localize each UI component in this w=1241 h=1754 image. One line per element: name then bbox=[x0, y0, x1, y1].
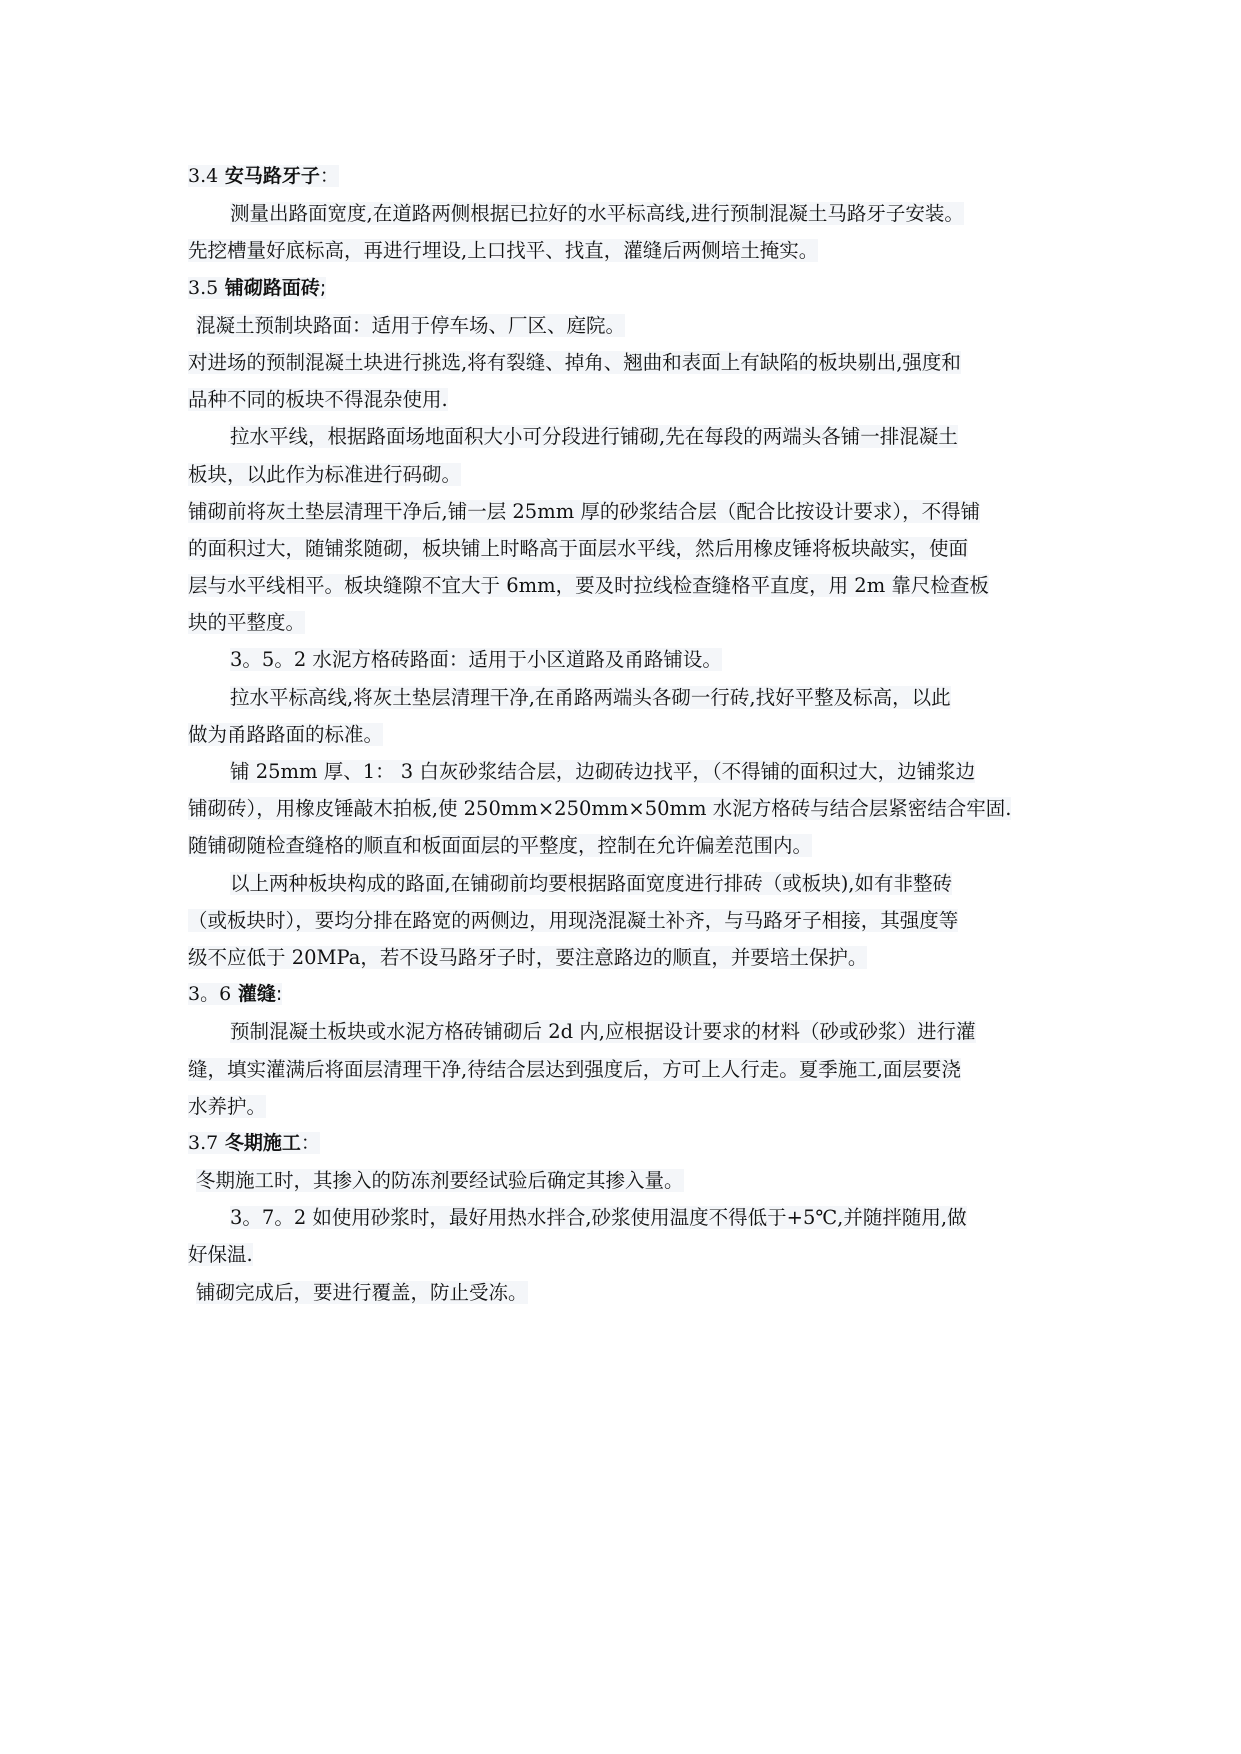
section-title: 灌缝 bbox=[237, 983, 276, 1006]
section-number: 3.7 bbox=[188, 1131, 219, 1154]
paragraph-line bbox=[188, 381, 1056, 418]
paragraph-text: 做为甬路路面的标准。 bbox=[188, 722, 384, 746]
heading-text bbox=[188, 277, 326, 299]
paragraph-line bbox=[188, 753, 1056, 790]
section-heading bbox=[188, 158, 1056, 195]
paragraph-text: 铺砌前将灰土垫层清理干净后,铺一层 25mm 厚的砂浆结合层（配合比按设计要求），不得铺 bbox=[188, 499, 981, 523]
document-body bbox=[188, 158, 1056, 1311]
paragraph-text: 拉水平标高线,将灰土垫层清理干净,在甬路两端头各砌一行砖,找好平整及标高，以此 bbox=[230, 685, 951, 709]
paragraph-text: 3。5。2 水泥方格砖路面：适用于小区道路及甬路铺设。 bbox=[230, 648, 722, 672]
paragraph-line bbox=[188, 1013, 1056, 1050]
paragraph-line bbox=[188, 567, 1056, 604]
paragraph-line bbox=[188, 232, 1056, 269]
paragraph-text: 块的平整度。 bbox=[188, 611, 306, 635]
paragraph-text: 先挖槽量好底标高，再进行埋设,上口找平、找直，灌缝后两侧培土掩实。 bbox=[188, 239, 819, 263]
paragraph-line bbox=[188, 1051, 1056, 1088]
paragraph-text: 3。7。2 如使用砂浆时，最好用热水拌合,砂浆使用温度不得低于+5℃,并随拌随用,做 bbox=[230, 1206, 967, 1230]
paragraph-text: 拉水平线，根据路面场地面积大小可分段进行铺砌,先在每段的两端头各铺一排混凝土 bbox=[230, 425, 958, 449]
paragraph-text: 随铺砌随检查缝格的顺直和板面面层的平整度，控制在允许偏差范围内。 bbox=[188, 834, 813, 858]
paragraph-text: 冬期施工时，其掺入的防冻剂要经试验后确定其掺入量。 bbox=[196, 1169, 684, 1193]
section-heading bbox=[188, 976, 1056, 1013]
paragraph-line bbox=[188, 604, 1056, 641]
section-punct: ： bbox=[300, 1131, 320, 1154]
paragraph-text: 品种不同的板块不得混杂使用. bbox=[188, 388, 448, 412]
paragraph-text: 板块，以此作为标准进行码砌。 bbox=[188, 462, 462, 486]
paragraph-text: 好保温. bbox=[188, 1243, 253, 1267]
paragraph-line bbox=[188, 1236, 1056, 1273]
section-heading bbox=[188, 1125, 1056, 1162]
paragraph-line bbox=[188, 493, 1056, 530]
paragraph-text: 水养护。 bbox=[188, 1094, 267, 1118]
paragraph-line bbox=[188, 1274, 1056, 1311]
paragraph-line bbox=[188, 939, 1056, 976]
paragraph-text: 混凝土预制块路面：适用于停车场、厂区、庭院。 bbox=[196, 313, 626, 337]
paragraph-line bbox=[188, 195, 1056, 232]
paragraph-text: 铺 25mm 厚、1： 3 白灰砂浆结合层，边砌砖边找平，（不得铺的面积过大，边铺浆边 bbox=[230, 760, 976, 783]
paragraph-text: 以上两种板块构成的路面,在铺砌前均要根据路面宽度进行排砖（或板块),如有非整砖 bbox=[230, 871, 953, 895]
paragraph-line bbox=[188, 1162, 1056, 1199]
paragraph-line bbox=[188, 456, 1056, 493]
section-title: 冬期施工 bbox=[224, 1131, 301, 1154]
paragraph-line bbox=[188, 344, 1056, 381]
paragraph-line bbox=[188, 790, 1056, 827]
section-heading bbox=[188, 270, 1056, 307]
section-punct: : bbox=[275, 983, 283, 1006]
section-punct: ; bbox=[319, 276, 327, 299]
paragraph-text: 测量出路面宽度,在道路两侧根据已拉好的水平标高线,进行预制混凝土马路牙子安装。 bbox=[230, 202, 964, 226]
section-title: 铺砌路面砖 bbox=[224, 276, 320, 299]
paragraph-text: 级不应低于 20MPa，若不设马路牙子时，要注意路边的顺直，并要培土保护。 bbox=[188, 945, 868, 969]
paragraph-line bbox=[188, 641, 1056, 678]
paragraph-line bbox=[188, 827, 1056, 864]
paragraph-text: 铺砌完成后，要进行覆盖，防止受冻。 bbox=[196, 1280, 528, 1304]
paragraph-text: （或板块时），要均分排在路宽的两侧边，用现浇混凝土补齐，与马路牙子相接，其强度等 bbox=[188, 908, 959, 932]
paragraph-line bbox=[188, 1199, 1056, 1236]
paragraph-text: 缝，填实灌满后将面层清理干净,待结合层达到强度后，方可上人行走。夏季施工,面层要浇 bbox=[188, 1057, 961, 1081]
paragraph-line bbox=[188, 307, 1056, 344]
paragraph-line bbox=[188, 679, 1056, 716]
section-number: 3.4 bbox=[188, 165, 219, 187]
paragraph-text: 铺砌砖），用橡皮锤敲木拍板,使 250mm×250mm×50mm 水泥方格砖与结合层紧密结合牢固. bbox=[188, 797, 1012, 821]
document-page bbox=[188, 158, 1056, 1311]
paragraph-line bbox=[188, 902, 1056, 939]
heading-text bbox=[188, 165, 339, 187]
section-punct: ： bbox=[319, 165, 339, 187]
paragraph-line bbox=[188, 418, 1056, 455]
section-title: 安马路牙子 bbox=[224, 165, 320, 187]
paragraph-line bbox=[188, 530, 1056, 567]
section-number: 3.5 bbox=[188, 276, 219, 299]
paragraph-line bbox=[188, 865, 1056, 902]
section-number: 3。6 bbox=[188, 983, 232, 1006]
paragraph-line bbox=[188, 716, 1056, 753]
paragraph-line bbox=[188, 1088, 1056, 1125]
paragraph-text: 的面积过大，随铺浆随砌，板块铺上时略高于面层水平线，然后用橡皮锤将板块敲实，使面 bbox=[188, 536, 969, 560]
paragraph-text: 层与水平线相平。板块缝隙不宜大于 6mm，要及时拉线检查缝格平直度，用 2m 靠尺检查板 bbox=[188, 574, 989, 598]
heading-text bbox=[188, 1132, 320, 1154]
paragraph-text: 预制混凝土板块或水泥方格砖铺砌后 2d 内,应根据设计要求的材料（砂或砂浆）进行灌 bbox=[230, 1020, 976, 1044]
paragraph-text: 对进场的预制混凝土块进行挑选,将有裂缝、掉角、翘曲和表面上有缺陷的板块剔出,强度和 bbox=[188, 350, 961, 374]
heading-text bbox=[188, 983, 282, 1005]
